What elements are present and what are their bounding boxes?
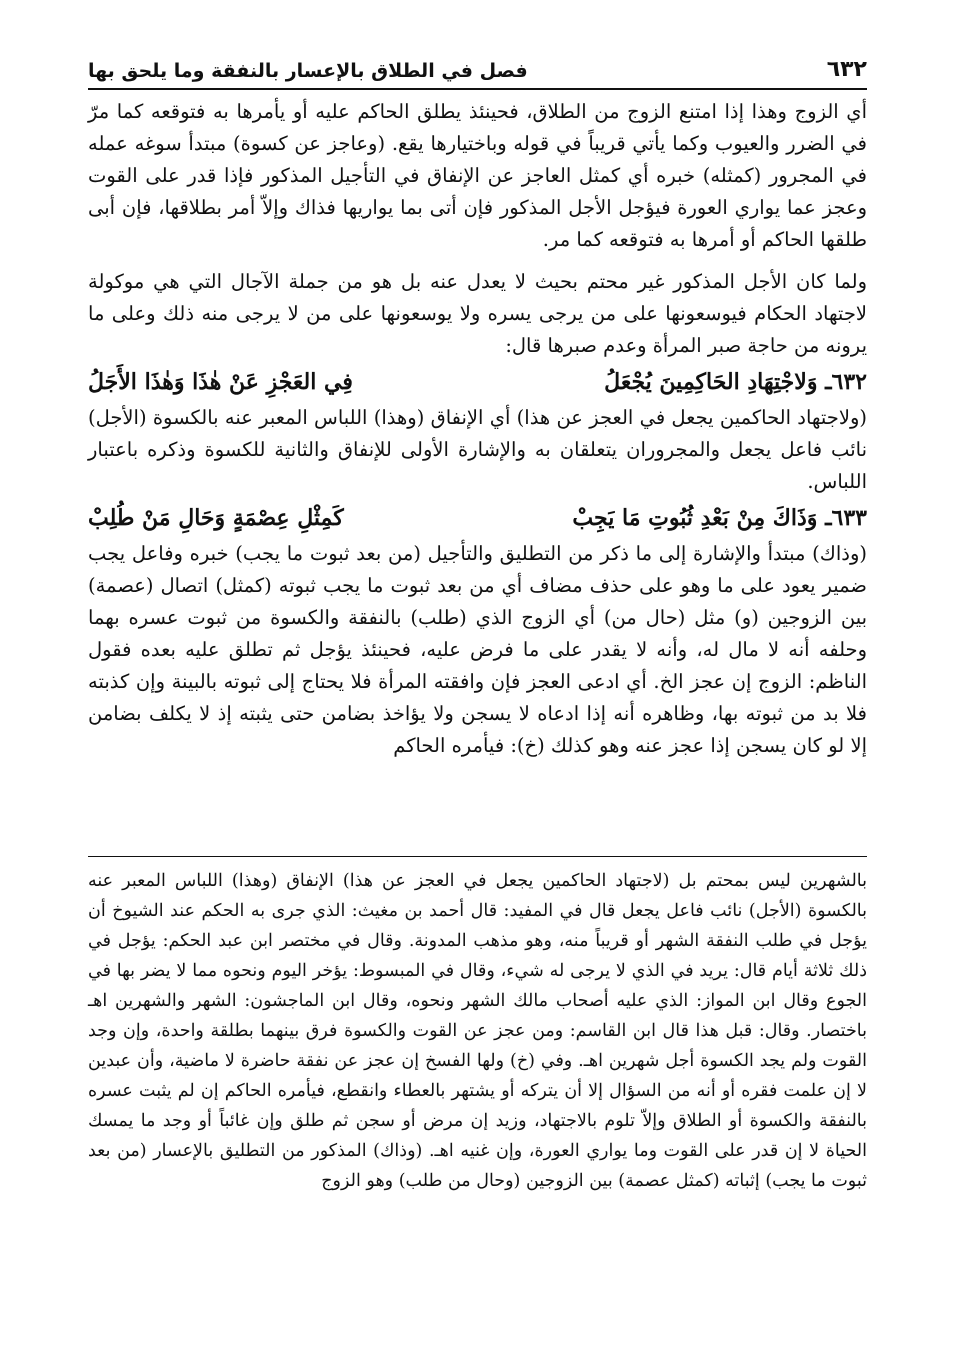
footnote-divider: [88, 856, 867, 857]
main-text: [88, 96, 867, 762]
verse-632-second-hemistich: فِي العَجْزِ عَنْ هٰذَا وَهٰذَا الأَجَلُ: [88, 369, 353, 395]
verse-632-first-hemistich: ٦٣٢ـ وَلاجْتِهَادِ الحَاكِمِينَ يُجْعَلُ: [604, 369, 867, 395]
verse-633-second-hemistich: كَمِثْلِ عِصْمَةٍ وَحَالِ مَنْ طُلِبْ: [88, 505, 344, 531]
header-divider: [88, 88, 867, 90]
verse-633: [88, 498, 867, 538]
commentary-paragraph-3: (ولاجتهاد الحاكمين يجعل في العجز عن هذا) أي الإنفاق (وهذا) اللباس المعبر عنه بالكسوة (الأجل) نائب فاعل يجعل والمجروران يتعلقان به والإشارة الأولى للإنفاق والثانية للكسوة وذكره باعتبار اللباس.: [88, 406, 867, 493]
commentary-paragraph-4: (وذاك) مبتدأ والإشارة إلى ما ذكر من التطليق والتأجيل (من بعد ثبوت ما يجب) خبره وفاعل يجب ضمير يعود على ما وهو على حذف مضاف أي من بعد ثبوت ما يجب ثبوته (كمثل) اتصال (عصمة) بين الزوجين (و) مثل (حال من) أي الزوج الذي (طلب) بالنفقة والكسوة من ثبوت عسره بهما وحلفه أنه لا مال له، وأنه لا يقدر على ما فرض عليه، فحينئذ يؤجل ثم تطلق عليه بعده فقول الناظم: الزوج إن عجز الخ. أي ادعى العجز فإن وافقته المرأة فلا يحتاج إلى ثبوته بالبينة وإن كذبته فلا بد من ثبوته بها، وظاهره أنه إذا ادعاه لا يسجن ولا يؤاخذ بضامن حتى يثبته إذ لا يكلف بضامن إلا لو كان يسجن إذا عجز عنه وهو كذلك (خ): فيأمره الحاكم: [88, 542, 867, 757]
lower-commentary: [88, 866, 867, 1196]
commentary-paragraph-1: أي الزوج وهذا إذا امتنع الزوج من الطلاق، فحينئذ يطلق الحاكم عليه أو يأمرها به فتوقعه كما مرّ في الضرر والعيوب وكما يأتي قريباً في قوله وباختيارها يقع. (وعاجز عن كسوة) مبتدأ سوغه عمله في المجرور (كمثله) خبره أي كمثل العاجز عن الإنفاق في التأجيل المذكور فإذا قدر على القوت وعجز عما يواري العورة فيؤجل الأجل المذكور فإن أتى بما يواريها فذاك وإلاّ أمر بطلاقها، فإن أبى طلقها الحاكم أو أمرها به فتوقعه كما مر.: [88, 100, 867, 251]
page-header: [88, 38, 867, 82]
verse-633-first-hemistich: ٦٣٣ـ وَذَاكَ مِنْ بَعْدِ ثُبُوتِ مَا يَجِبْ: [572, 505, 867, 531]
lower-commentary-text: بالشهرين ليس بمحتم بل (لاجتهاد الحاكمين يجعل في العجز عن هذا) الإنفاق (وهذا) اللباس المعبر عنه بالكسوة (الأجل) نائب فاعل يجعل قال في المفيد: قال أحمد بن مغيث: الذي جرى به الحكم عند الشيوخ أن يؤجل في طلب النفقة الشهر أو قريباً منه، وهو مذهب المدونة. وقال في مختصر ابن عبد الحكم: يؤجل في ذلك ثلاثة أيام قال: يريد في الذي لا يرجى له شيء، وقال في المبسوط: يؤخر اليوم ونحوه مما لا يضر بها في الجوع وقال ابن المواز: الذي عليه أصحاب مالك الشهر ونحوه، وقال ابن الماجشون: الشهر والشهرين اهـ باختصار. وقال: قبل هذا قال ابن القاسم: ومن عجز عن القوت والكسوة فرق بينهما بطلقة واحدة، وإن وجد القوت ولم يجد الكسوة أجل شهرين اهـ. وفي (خ) ولها الفسخ إن عجز عن نفقة حاضرة لا ماضية، وأن عبدين لا إن علمت فقره أو أنه من السؤال إلا أن يتركه أو يشتهر بالعطاء وانقطع، فيأمره الحاكم إن لم يثبت عسره بالنفقة والكسوة أو الطلاق وإلاّ تلوم بالاجتهاد، وزيد إن مرض أو سجن ثم طلق وإن غائباً أو وجد ما يمسك الحياة لا إن قدر على القوت وما يواري العورة، وإن غنيه اهـ. (وذاك) المذكور من التطليق بالإعسار (من بعد ثبوت ما يجب) إثباته (كمثل عصمة) بين الزوجين (وحال من طلب) وهو الزوج: [88, 871, 867, 1191]
page-number: ٦٣٢: [826, 57, 867, 82]
verse-632: [88, 362, 867, 402]
commentary-paragraph-2: ولما كان الأجل المذكور غير محتم بحيث لا يعدل عنه بل هو من جملة الآجال التي هي موكولة لاجتهاد الحكام فيوسعونها على من يرجى يسره ولا يوسعونها على من لا يرجى منه ذلك وعلى ما يرونه من حاجة صبر المرأة وعدم صبرها قال:: [88, 270, 867, 357]
running-title: فصل في الطلاق بالإعسار بالنفقة وما يلحق بها: [88, 60, 528, 82]
